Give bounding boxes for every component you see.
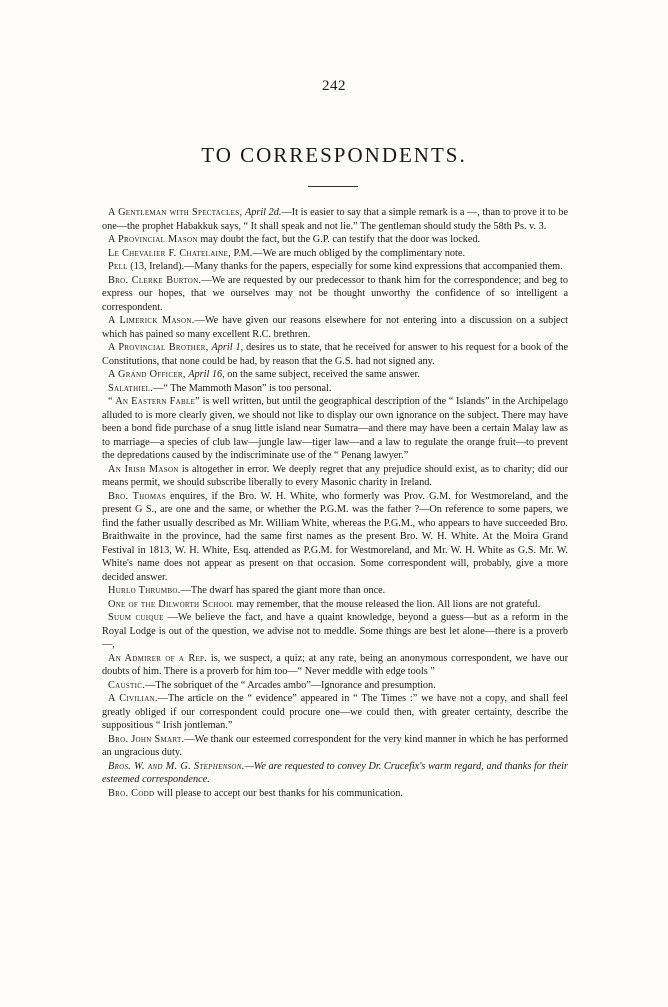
paragraph-lead: Hurlo Thrumbo. bbox=[108, 585, 181, 596]
paragraph-text: —“ The Mammoth Mason” is too personal. bbox=[153, 382, 332, 394]
paragraph-lead: A Provincial Brother, bbox=[108, 342, 209, 353]
paragraph bbox=[102, 233, 568, 247]
paragraph bbox=[102, 341, 568, 368]
paragraph-date: April 16, bbox=[188, 369, 225, 380]
paragraph-date: April 1, bbox=[211, 342, 244, 353]
paragraph-lead: An Irish Mason bbox=[108, 463, 179, 475]
paragraph bbox=[102, 692, 568, 733]
paragraph-lead: One of the Dilworth School bbox=[108, 598, 234, 610]
paragraph-lead: Salathiel. bbox=[108, 382, 154, 394]
paragraph-text: on the same subject, received the same answer. bbox=[227, 369, 420, 380]
paragraph-lead: Bro. John Smart. bbox=[108, 733, 185, 745]
paragraph-text: —We are requested by our predecessor to thank him for the correspondence; and beg to express our hopes, that we ourselves may not be thought unworthy the confidence of so intelligent a correspondent. bbox=[102, 274, 568, 313]
paragraph-lead: Bros. W. and M. G. Stephenson. bbox=[108, 760, 245, 772]
paragraph bbox=[102, 382, 568, 396]
paragraph bbox=[102, 611, 568, 652]
paragraph-text: —The sobriquet of the “ Arcades ambo”—Ignorance and presumption. bbox=[145, 679, 436, 691]
paragraph bbox=[102, 206, 568, 233]
paragraph bbox=[102, 584, 568, 598]
paragraph bbox=[102, 314, 568, 341]
paragraph bbox=[102, 463, 568, 490]
paragraph-text: (13, Ireland).—Many thanks for the papers, especially for some kind expressions that accompanied them. bbox=[130, 261, 563, 272]
paragraph bbox=[102, 733, 568, 760]
paragraph bbox=[102, 598, 568, 612]
paragraph bbox=[102, 760, 568, 787]
paragraph-lead: Pell bbox=[108, 261, 128, 272]
page-title: TO CORRESPONDENTS. bbox=[201, 143, 467, 167]
paragraph-text: —We are requested to convey Dr. Crucefix's warm regard, and thanks for their esteemed correspondence. bbox=[102, 760, 568, 785]
paragraph-text: may doubt the fact, but the G.P. can testify that the door was locked. bbox=[200, 234, 481, 245]
paragraph-lead: Suum cuique bbox=[108, 612, 164, 623]
paragraph-lead: A Grand Officer, bbox=[108, 369, 186, 380]
title-divider bbox=[308, 186, 358, 187]
paragraph-lead: A Gentleman with Spectacles, bbox=[108, 207, 243, 218]
correspondents-column bbox=[102, 206, 568, 800]
paragraph-lead: A Civilian. bbox=[108, 693, 158, 704]
paragraph-date: April 2d. bbox=[244, 207, 282, 218]
paragraph bbox=[102, 395, 568, 463]
paragraph bbox=[102, 490, 568, 585]
paragraph bbox=[102, 787, 568, 801]
paragraph-text: may remember, that the mouse released the lion. All lions are not grateful. bbox=[236, 598, 541, 610]
paragraph-lead: Bro. Thomas bbox=[108, 490, 166, 502]
paragraph-text: enquires, if the Bro. W. H. White, who formerly was Prov. G.M. for Westmoreland, and the present G S., are one and the same, or whether the P.G.M. was the father ?—On reference to some papers, we find the father usually described as Mr. William White, whereas the P.G.M., who appears to have succeeded Bro. Braithwaite in the province, had the same first names as the present Bro. W. H. White. At the Moira Grand Festival in 1813, W. H. White, Esq. attended as P.G.M. for Westmoreland, and Mr. W. H. White as G.S. Mr. W. White's name does not appear as present on that occasion. Some correspondent will, probably, give a more decided answer. bbox=[102, 490, 568, 583]
paragraph bbox=[102, 368, 568, 382]
paragraph-text: —We thank our esteemed correspondent for the very kind manner in which he has performed an ungracious duty. bbox=[102, 733, 568, 758]
paragraph-text: —It is easier to say that a simple remark is a —, than to prove it to be one—the prophet Habakkuk says, “ It shall speak and not lie.” The gentleman should study the 58th Ps. v. 3. bbox=[102, 207, 569, 232]
page-number: 242 bbox=[322, 78, 346, 94]
paragraph-text: —We believe the fact, and have a quaint knowledge, beyond a guess—but as a reform in the Royal Lodge is out of the question, we advise not to meddle. Some things are best let alone—there is a proverb—, bbox=[102, 612, 569, 650]
paragraph-text: will please to accept our best thanks for his communication. bbox=[156, 787, 403, 799]
paragraph-text: —The article on the “ evidence” appeared in “ The Times :” we have not a copy, and shall feel greatly obliged if our correspondent could procure one—we could then, with greater certainty, describe the suppositious “ Irish jontleman.” bbox=[102, 693, 568, 731]
paragraph-lead: An Admirer of a Rep. bbox=[108, 652, 208, 664]
paragraph-text: is well written, but until the geographical description of the “ Islands” in the Archipelago alluded to is more clearly given, we should not like to display our own ignorance on the subject. There may have been a bond fide purchase of a snug little island near Sumatra—and there may have been a certain Malay law as to marriage—a species of club law—jungle law—tiger law—and a law to regulate the orange fruit—to prevent the depredations caused by the indiscriminate use of the “ Penang lawyer.” bbox=[102, 396, 568, 461]
paragraph-text: is altogether in error. We deeply regret that any prejudice should exist, as to charity; did our means permit, we should subscribe liberally to every Masonic charity in Ireland. bbox=[102, 463, 569, 488]
paragraph bbox=[102, 260, 568, 274]
paragraph-text: is, we suspect, a quiz; at any rate, being an anonymous correspondent, we have our doubts of him. There is a proverb for him too—“ Never meddle with edge tools ” bbox=[102, 652, 568, 677]
paragraph bbox=[102, 247, 568, 261]
paragraph bbox=[102, 652, 568, 679]
paragraph-lead: Le Chevalier F. Chatelaine, bbox=[108, 247, 231, 259]
paragraph-text: P.M.—We are much obliged by the complimentary note. bbox=[233, 247, 466, 259]
paragraph-lead: Bro. Clerke Burton. bbox=[108, 274, 202, 286]
paragraph bbox=[102, 274, 568, 315]
paragraph-text: —The dwarf has spared the giant more than once. bbox=[180, 585, 386, 596]
paragraph-lead: A Provincial Mason bbox=[108, 234, 198, 245]
paragraph-lead: Bro. Codd bbox=[108, 787, 155, 799]
paragraph-lead: A Limerick Mason. bbox=[108, 315, 195, 326]
paragraph-text: —We have given our reasons elsewhere for not entering into a discussion on a subject which has pained so many excellent R.C. brethren. bbox=[102, 315, 568, 340]
paragraph-lead: “ An Eastern Fable” bbox=[108, 396, 200, 407]
paragraph-text: desires us to state, that he received for answer to his request for a book of the Constitutions, that none could be had, by reason that the G.S. had not signed any. bbox=[102, 342, 569, 367]
paragraph bbox=[102, 679, 568, 693]
paragraph-lead: Caustic. bbox=[108, 679, 146, 691]
